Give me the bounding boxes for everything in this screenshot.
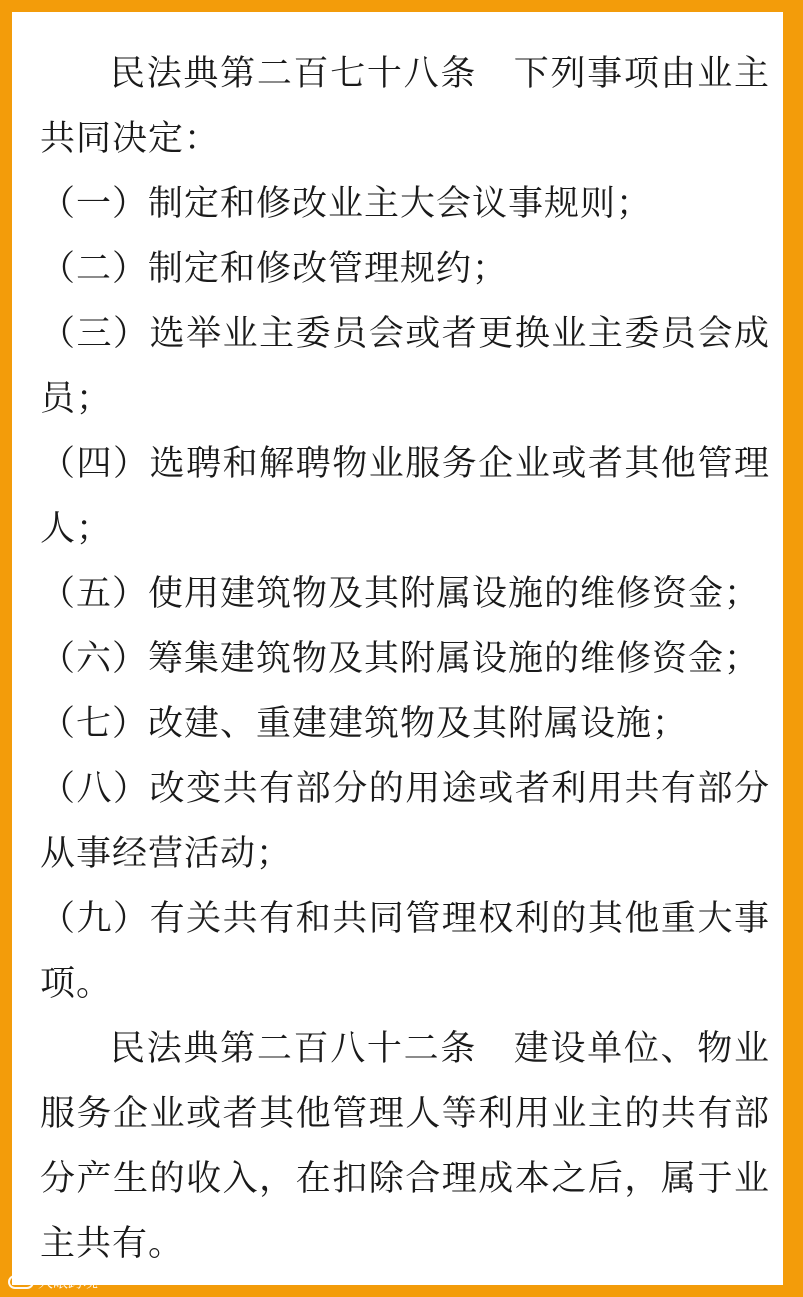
article-278-item-2: （二）制定和修改管理规约； (40, 249, 509, 289)
article-278-item-9: （九）有关共有和共同管理权利的其他重大事项。 (40, 899, 770, 1004)
document-content (40, 42, 770, 1277)
article-282-paragraph (40, 1017, 770, 1277)
article-278-item-5: （五）使用建筑物及其附属设施的维修资金； (40, 574, 761, 614)
article-278-paragraph (40, 42, 770, 172)
article-278-item-8: （八）改变共有部分的用途或者利用共有部分从事经营活动； (40, 769, 770, 874)
watermark-text: 大眼跨境 (38, 1273, 99, 1291)
article-282-heading: 民法典第二百八十二条 (110, 1029, 478, 1069)
article-278-item-7: （七）改建、重建建筑物及其附属设施； (40, 704, 689, 744)
article-282-body: 建设单位、物业服务企业或者其他管理人等利用业主的共有部分产生的收入，在扣除合理成本之后，属于业主共有。 (40, 1029, 770, 1264)
article-278-item-3: （三）选举业主委员会或者更换业主委员会成员； (40, 314, 770, 419)
article-278-item-4: （四）选聘和解聘物业服务企业或者其他管理人； (40, 444, 770, 549)
article-278-item-6: （六）筹集建筑物及其附属设施的维修资金； (40, 639, 761, 679)
article-278-intro: 下列事项由业主共同决定： (40, 54, 770, 159)
eye-logo-icon (8, 1275, 34, 1289)
watermark (8, 1273, 98, 1291)
article-278-heading: 民法典第二百七十八条 (110, 54, 478, 94)
article-278-item-1: （一）制定和修改业主大会议事规则； (40, 184, 653, 224)
document-page (12, 12, 783, 1285)
